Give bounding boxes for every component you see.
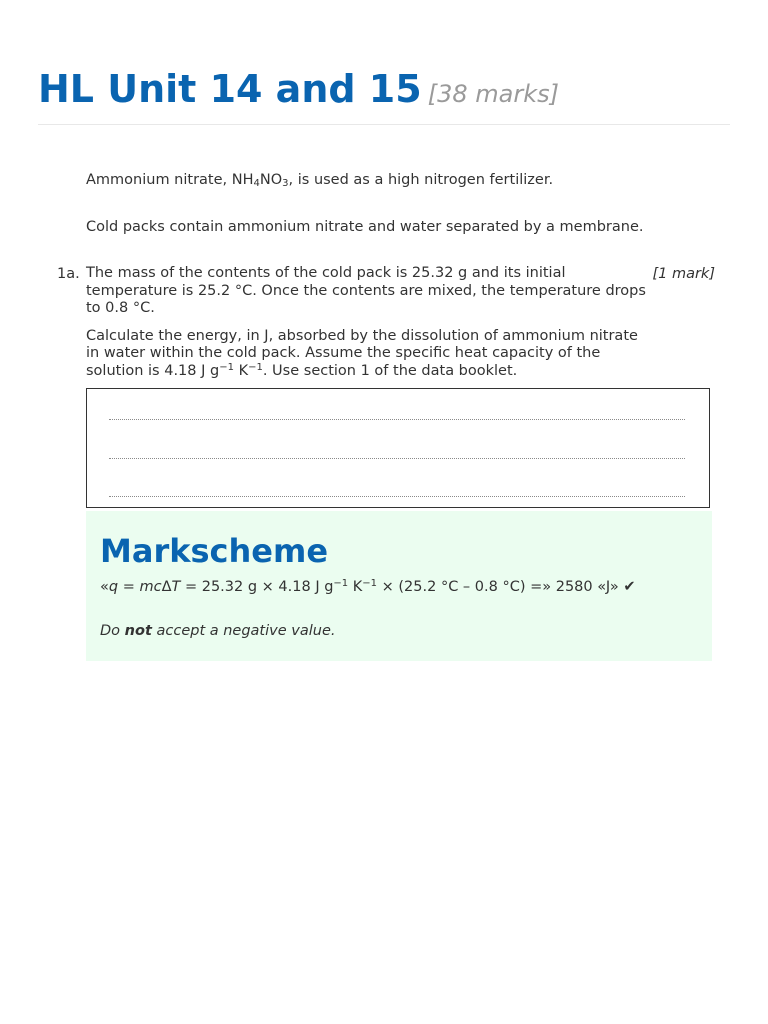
question-body (86, 265, 646, 390)
note-part: accept a negative value. (151, 623, 336, 639)
intro-text-part: NO (259, 172, 283, 188)
question-paragraph-1: The mass of the contents of the cold pack is 25.32 g and its initial temperature is 25.2 °C. Once the contents are mixed, the temperature drops to 0.8 °C. (86, 265, 646, 316)
question-text-part: Calculate the energy, in J, absorbed by the dissolution of ammonium nitrate in water within the cold pack. Assume the specific heat capacity of the solution is 4.18 J g (86, 327, 638, 379)
answer-line[interactable] (109, 458, 685, 459)
superscript: −1 (362, 578, 378, 589)
eq-part: K (348, 579, 363, 595)
eq-part: Δ (161, 579, 172, 595)
markscheme-panel (86, 511, 712, 661)
eq-part: × (25.2 °C – 0.8 °C) =» 2580 «J» ✔ (377, 579, 636, 595)
intro-text-1 (86, 171, 553, 193)
eq-part: « (100, 579, 109, 595)
question-text-part: K (233, 362, 249, 379)
page-title (38, 64, 730, 119)
title-text: HL Unit 14 and 15 (38, 67, 422, 111)
eq-variable: T (171, 579, 181, 595)
total-marks: [38 marks] (427, 80, 559, 108)
question-marks: [1 mark] (652, 266, 715, 282)
answer-line[interactable] (109, 419, 685, 420)
question-text-part: . Use section 1 of the data booklet. (262, 362, 518, 379)
superscript: −1 (248, 361, 263, 373)
subscript: 4 (253, 178, 260, 189)
markscheme-note (100, 621, 335, 641)
eq-part: = (118, 579, 140, 595)
markscheme-title: Markscheme (100, 532, 329, 570)
superscript: −1 (333, 578, 349, 589)
note-emphasis: not (124, 623, 152, 639)
eq-part: = 25.32 g × 4.18 J g (180, 579, 334, 595)
eq-variable: mc (139, 579, 162, 595)
question-number: 1a. (57, 266, 80, 282)
page-header (38, 64, 730, 125)
intro-text-2: Cold packs contain ammonium nitrate and water separated by a membrane. (86, 219, 644, 235)
intro-text-part: Ammonium nitrate, NH (86, 172, 254, 188)
subscript: 3 (282, 178, 289, 189)
answer-box[interactable] (86, 388, 710, 508)
markscheme-answer (100, 577, 636, 597)
question-paragraph-2 (86, 328, 646, 381)
note-part: Do (100, 623, 125, 639)
answer-line[interactable] (109, 496, 685, 497)
intro-text-part: , is used as a high nitrogen fertilizer. (288, 172, 554, 188)
eq-variable: q (108, 579, 119, 595)
superscript: −1 (219, 361, 234, 373)
